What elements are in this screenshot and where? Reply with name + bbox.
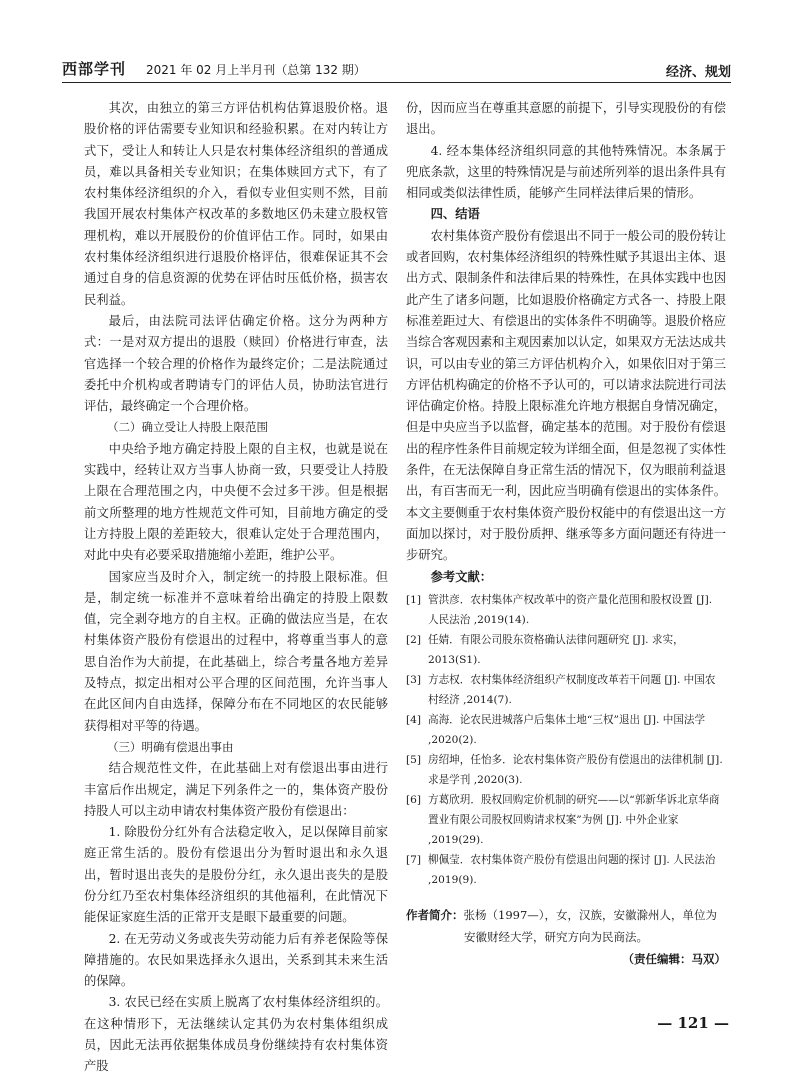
reference-number: [5] (406, 753, 422, 766)
paragraph: 结合规范性文件，在此基础上对有偿退出事由进行丰富后作出规定，满足下列条件之一的，集体资产股份持股人可以主动申请农村集体资产股份有偿退出： (84, 761, 388, 818)
author-bio-text: 安徽财经大学，研究方向为民商法。 (464, 929, 648, 944)
section-title: 经济、规划 (665, 65, 731, 80)
reference-number: [1] (406, 593, 422, 606)
paragraph: 国家应当及时介入，制定统一的持股上限标准。但是，制定统一标准并不意味着给出确定的持股上限数值，完全剥夺地方的自主权。正确的做法应当是，在农村集体资产股份有偿退出的过程中，将尊重当事人的意思自治作为大前提，在此基础上，综合考量各地方差异及特点，拟定出相对公平合理的区间范围，允许当事人在此区间内自由选择，保障分布在不同地区的农民能够获得相对平等的待遇。 (84, 569, 388, 733)
reference-number: [6] (406, 793, 422, 806)
journal-logo: 西部学刊 (62, 60, 127, 78)
references-title: 参考文献： (430, 569, 493, 584)
reference-item (406, 590, 726, 630)
reference-text: 方志权．农村集体经济组织产权制度改革若干问题 [J]. 中国农村经济 ,2014(7). (428, 673, 716, 706)
author-bio (406, 904, 726, 970)
reference-item (406, 710, 726, 750)
reference-text: 管洪彦．农村集体产权改革中的资产量化范围和股权设置 [J]. 人民法治 ,2019(14). (428, 593, 713, 626)
paragraph: 3. 农民已经在实质上脱离了农村集体经济组织的。在这种情形下，无法继续认定其仍为农村集体组织成员，因此无法再依据集体成员身份继续持有农村集体资产股 (84, 995, 388, 1074)
reference-text: 房绍坤，任怡多．论农村集体资产股份有偿退出的法律机制 [J]. 求是学刊 ,2020(3). (428, 753, 723, 786)
reference-item (406, 850, 726, 890)
paragraph: 份，因而应当在尊重其意愿的前提下，引导实现股份的有偿退出。 (406, 101, 726, 137)
subsection-heading: （三）明确有偿退出事由 (107, 739, 234, 754)
issue-info: 2021 年 02 月上半月刊（总第 132 期） (146, 63, 366, 77)
author-bio-label: 作者简介： (406, 907, 464, 922)
reference-item (406, 630, 726, 670)
right-column (406, 98, 726, 970)
paragraph: 中央给予地方确定持股上限的自主权，也就是说在实践中，经转让双方当事人协商一致，只要受让人持股上限在合理范围之内，中央便不会过多干涉。但是根据前文所整理的地方性规范文件可知，目前地方确定的受让方持股上限的差距较大，很难认定处于合理范围内，对此中央有必要采取措施缩小差距，维护公平。 (84, 441, 388, 563)
paragraph: 农村集体资产股份有偿退出不同于一般公司的股份转让或者回购，农村集体经济组织的特殊性赋予其退出主体、退出方式、限制条件和法律后果的特殊性，在具体实践中也因此产生了诸多问题，比如退股价格确定方式各一、持股上限标准差距过大、有偿退出的实体条件不明确等。退股价格应当综合客观因素和主观因素加以认定，如果双方无法达成共识，可以由专业的第三方评估机构介入，如果依旧对于第三方评估机构确定的价格不予认可的，可以请求法院进行司法评估确定价格。持股上限标准允许地方根据自身情况确定，但是中央应当予以监督，确定基本的范围。对于股份有偿退出的程序性条件目前规定较为详细全面，但是忽视了实体性条件，在无法保障自身正常生活的情况下，仅为眼前利益退出，有百害而无一利，因此应当明确有偿退出的实体条件。本文主要侧重于农村集体资产股份权能中的有偿退出这一方面加以探讨，对于股份质押、继承等多方面问题还有待进一步研究。 (406, 228, 726, 563)
page-number: — 121 — (657, 1014, 729, 1032)
reference-item (406, 750, 726, 790)
references-list (406, 590, 726, 890)
reference-text: 高海．论农民进城落户后集体土地“三权”退出 [J]. 中国法学 ,2020(2). (428, 713, 706, 746)
paragraph: 最后，由法院司法评估确定价格。这分为两种方式：一是对双方提出的退股（赎回）价格进行审查，法官选择一个较合理的价格作为最终定价；二是法院通过委托中介机构或者聘请专门的评估人员，协助法官进行评估，最终确定一个合理价格。 (84, 313, 388, 414)
reference-number: [4] (406, 713, 422, 726)
reference-text: 方葛欣玥．股权回购定价机制的研究——以“郭新华诉北京华商置业有限公司股权回购请求权案”为例 [J]. 中外企业家 ,2019(29). (428, 793, 720, 846)
paragraph: 4. 经本集体经济组织同意的其他特殊情况。本条属于兜底条款，这里的特殊情况是与前述所列举的退出条件具有相同或类似法律性质，能够产生同样法律后果的情形。 (406, 143, 726, 201)
section-heading: 四、结语 (430, 207, 480, 222)
responsible-editor: （责任编辑：马双） (622, 951, 726, 966)
reference-number: [3] (406, 673, 422, 686)
paragraph: 1. 除股份分红外有合法稳定收入，足以保障目前家庭正常生活的。股份有偿退出分为暂时退出和永久退出，暂时退出丧失的是股份分红，永久退出丧失的是股份分红乃至农村集体经济组织的其他福利，在此情况下能保证家庭生活的正常开支是眼下最重要的问题。 (84, 825, 388, 925)
reference-number: [2] (406, 633, 422, 646)
paragraph: 2. 在无劳动义务或丧失劳动能力后有养老保险等保障措施的。农民如果选择永久退出，关系到其未来生活的保障。 (84, 931, 388, 989)
reference-item (406, 670, 726, 710)
reference-text: 任婧．有限公司股东资格确认法律问题研究 [J]. 求实，2013(S1). (428, 633, 684, 666)
page-header (62, 56, 731, 80)
reference-text: 柳佩莹．农村集体资产股份有偿退出问题的探讨 [J]. 人民法治 ,2019(9). (428, 853, 716, 886)
paragraph: 其次，由独立的第三方评估机构估算退股价格。退股价格的评估需要专业知识和经验积累。在对内转让方式下，受让人和转让人只是农村集体经济组织的普通成员，难以具备相关专业知识；在集体赎回方式下，有了农村集体经济组织的介入，看似专业但实则不然，目前我国开展农村集体产权改革的多数地区仍未建立股权管理机构，难以开展股份的价值评估工作。同时，如果由农村集体经济组织进行退股价格评估，很难保证其不会通过自身的信息资源的优势在评估时压低价格，损害农民利益。 (84, 101, 388, 307)
reference-item (406, 790, 726, 850)
subsection-heading: （二）确立受让人持股上限范围 (107, 420, 268, 435)
author-bio-line (406, 904, 726, 926)
header-rule (62, 82, 731, 83)
left-column (84, 98, 388, 1078)
author-bio-text: 张杨（1997—），女，汉族，安徽滁州人，单位为 (463, 907, 718, 922)
reference-number: [7] (406, 853, 422, 866)
